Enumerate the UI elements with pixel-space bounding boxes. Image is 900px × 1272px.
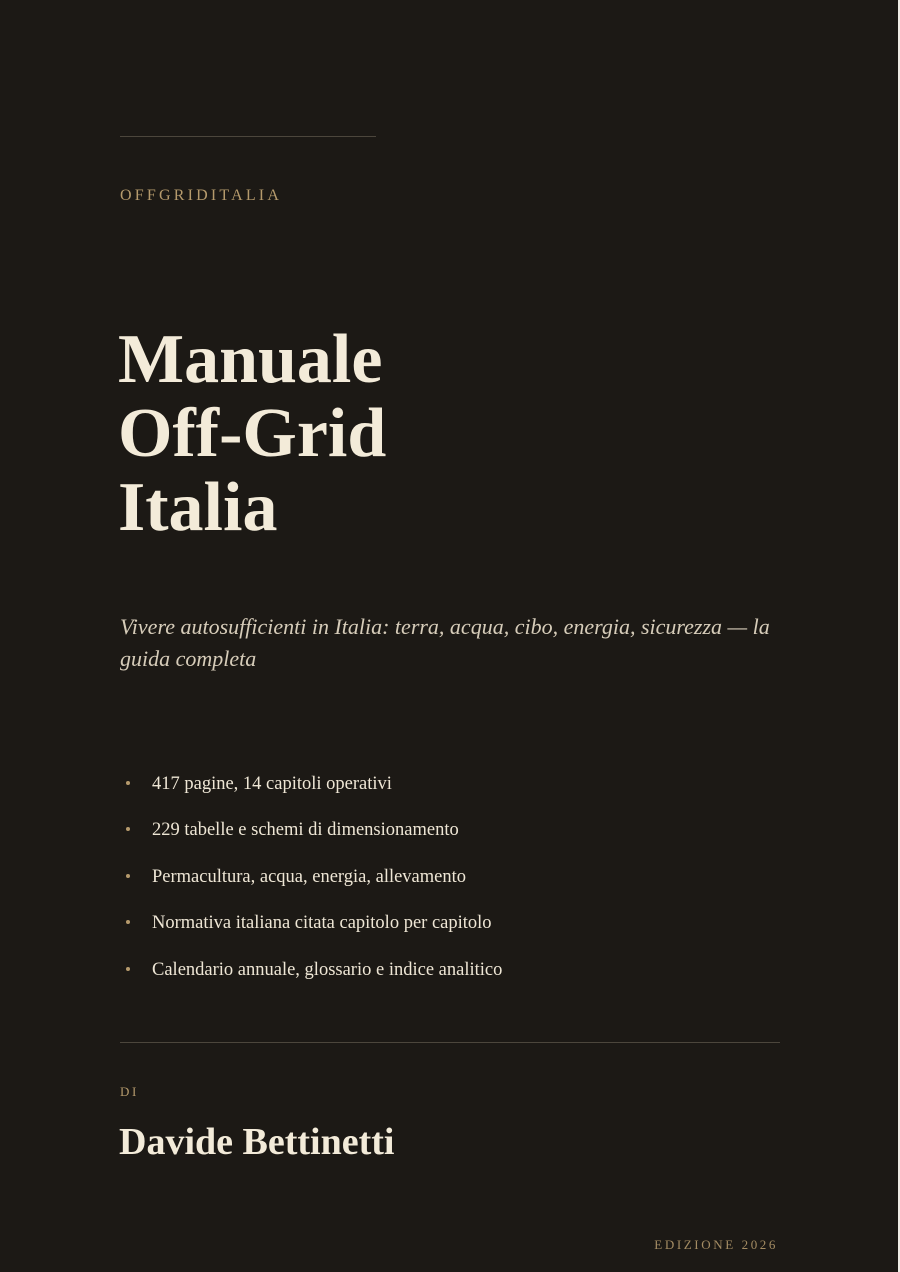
bullet-icon <box>126 827 130 831</box>
title-line: Italia <box>118 469 278 546</box>
bullet-icon <box>126 967 130 971</box>
feature-item <box>120 768 502 814</box>
feature-item <box>120 954 502 1000</box>
author-label: DI <box>120 1084 139 1099</box>
feature-item <box>120 861 502 907</box>
author-name: Davide Bettinetti <box>119 1121 395 1163</box>
feature-text: Permacultura, acqua, energia, allevamento <box>152 866 467 887</box>
bullet-icon <box>126 781 130 785</box>
feature-item <box>120 814 502 860</box>
title-line: Manuale <box>118 321 383 398</box>
title-line: Off-Grid <box>118 395 387 472</box>
feature-text: 417 pagine, 14 capitoli operativi <box>152 774 392 794</box>
bottom-divider <box>120 1042 780 1043</box>
bullet-icon <box>126 874 130 878</box>
publisher-brand: OFFGRIDITALIA <box>120 187 283 204</box>
book-title <box>118 323 386 545</box>
top-divider <box>120 136 376 137</box>
feature-text: Calendario annuale, glossario e indice analitico <box>152 959 503 980</box>
feature-item <box>120 907 502 953</box>
feature-text: 229 tabelle e schemi di dimensionamento <box>152 820 459 841</box>
feature-list <box>120 768 502 1000</box>
book-subtitle: Vivere autosufficienti in Italia: terra, acqua, cibo, energia, sicurezza — la guida completa <box>120 614 770 671</box>
bullet-icon <box>126 920 130 924</box>
edition-label: EDIZIONE 2026 <box>654 1237 778 1252</box>
feature-text: Normativa italiana citata capitolo per capitolo <box>152 913 492 934</box>
